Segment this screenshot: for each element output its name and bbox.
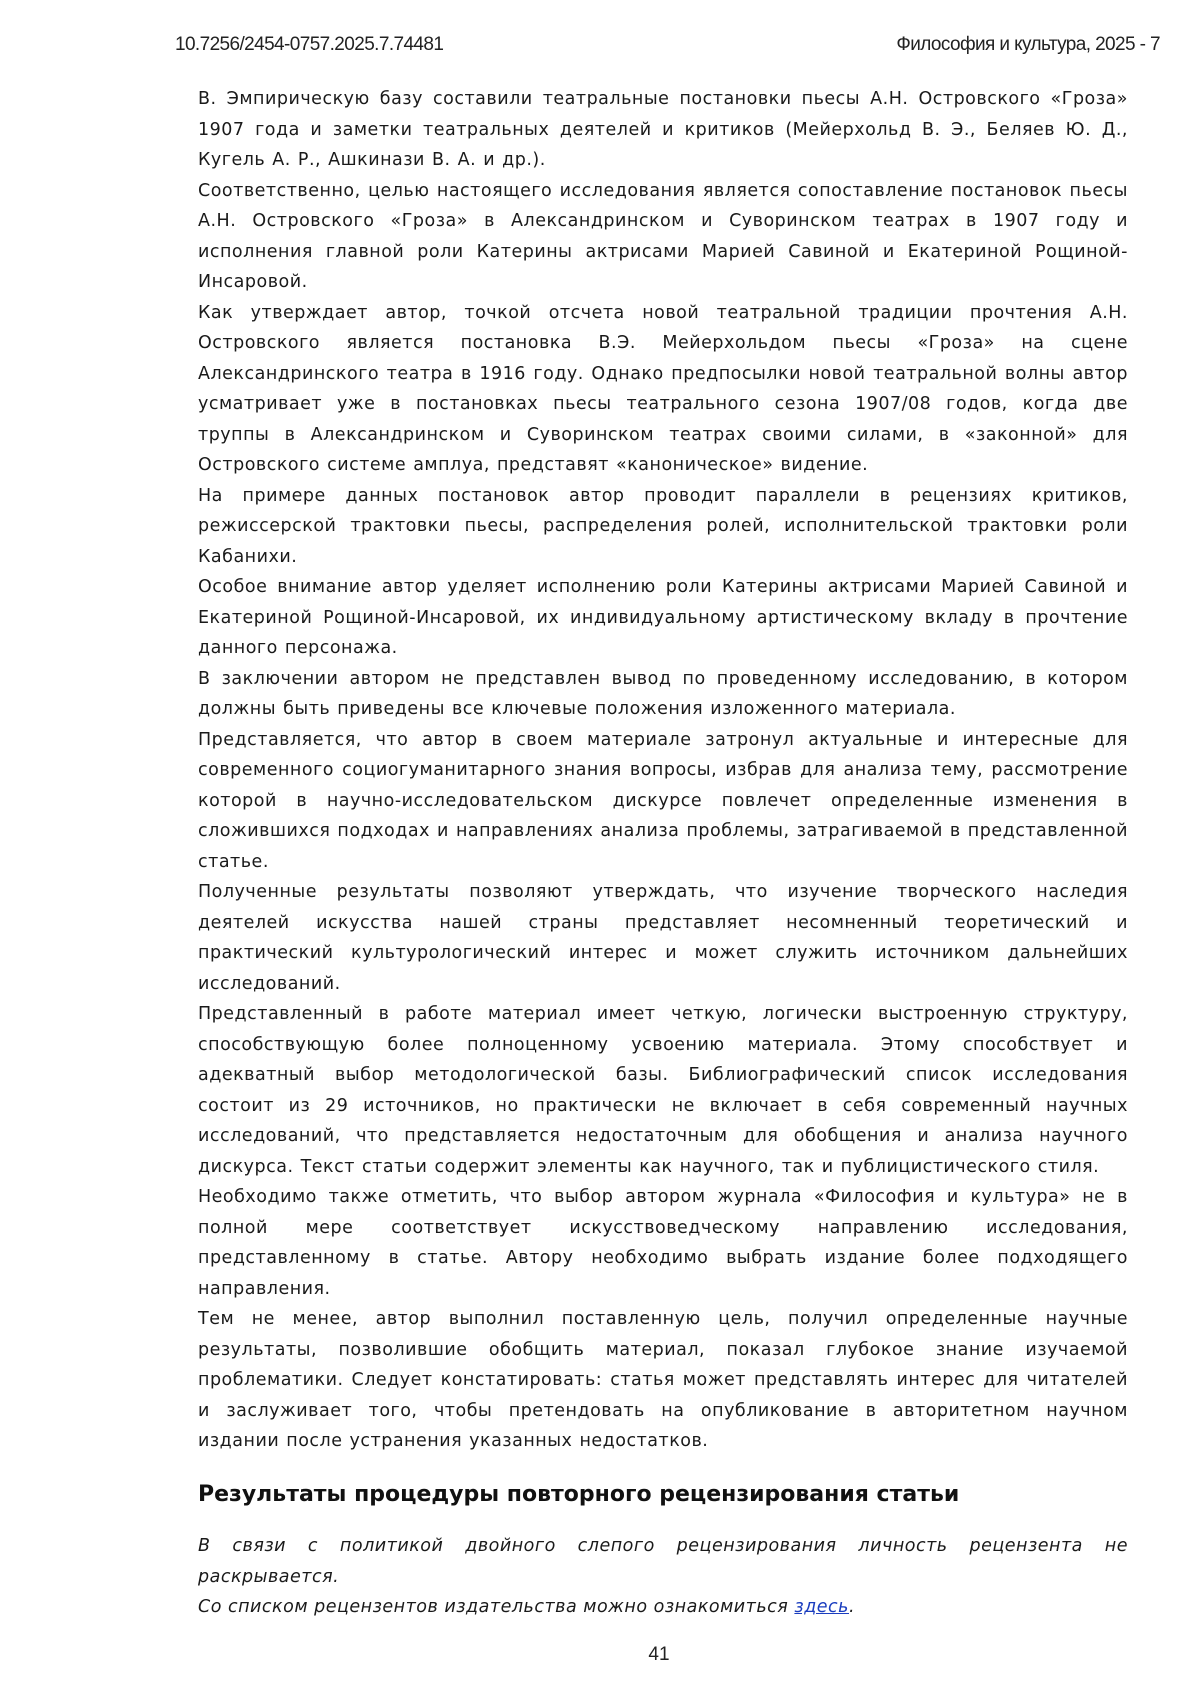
paragraph: В заключении автором не представлен вывод по проведенному исследованию, в котором должны быть приведены все ключевые положения изложенного материала. xyxy=(198,664,1128,725)
page-number: 41 xyxy=(0,1644,1200,1666)
reviewers-list-note xyxy=(198,1592,1128,1623)
doi-label: 10.7256/2454-0757.2025.7.74481 xyxy=(175,34,443,56)
paragraph: Соответственно, целью настоящего исследования является сопоставление постановок пьесы А.Н. Островского «Гроза» в Александринском и Суворинском театрах в 1907 году и исполнения главной роли Катерины актрисами Марией Савиной и Екатериной Рощиной-Инсаровой. xyxy=(198,176,1128,298)
paragraph: Тем не менее, автор выполнил поставленную цель, получил определенные научные результаты, позволившие обобщить материал, показал глубокое знание изучаемой проблематики. Следует констатировать: статья может представлять интерес для читателей и заслуживает того, чтобы претендовать на опубликование в авторитетном научном издании после устранения указанных недостатков. xyxy=(198,1304,1128,1457)
anonymity-note: В связи с политикой двойного слепого рецензирования личность рецензента не раскрывается. xyxy=(198,1531,1128,1592)
paragraph: Представляется, что автор в своем материале затронул актуальные и интересные для современного социогуманитарного знания вопросы, избрав для анализа тему, рассмотрение которой в научно-исследовательском дискурсе повлечет определенные изменения в сложившихся подходах и направлениях анализа проблемы, затрагиваемой в представленной статье. xyxy=(198,725,1128,878)
reviewers-list-link[interactable]: здесь xyxy=(794,1597,849,1617)
paragraph: Представленный в работе материал имеет четкую, логически выстроенную структуру, способствующую более полноценному усвоению материала. Этому способствует и адекватный выбор методологической базы. Библиографический список исследования состоит из 29 источников, но практически не включает в себя современный научных исследований, что представляется недостаточным для обобщения и анализа научного дискурса. Текст статьи содержит элементы как научного, так и публицистического стиля. xyxy=(198,999,1128,1182)
paragraph: Как утверждает автор, точкой отсчета новой театральной традиции прочтения А.Н. Островского является постановка В.Э. Мейерхольдом пьесы «Гроза» на сцене Александринского театра в 1916 году. Однако предпосылки новой театральной волны автор усматривает уже в постановках пьесы театрального сезона 1907/08 годов, когда две труппы в Александринском и Суворинском театрах своими силами, в «законной» для Островского системе амплуа, представят «каноническое» видение. xyxy=(198,298,1128,481)
paragraph: Полученные результаты позволяют утверждать, что изучение творческого наследия деятелей искусства нашей страны представляет несомненный теоретический и практический культурологический интерес и может служить источником дальнейших исследований. xyxy=(198,877,1128,999)
journal-issue-label: Философия и культура, 2025 - 7 xyxy=(896,34,1160,56)
section-title: Результаты процедуры повторного рецензирования статьи xyxy=(198,1482,1128,1507)
reviewers-note-end: . xyxy=(849,1597,855,1617)
paragraph: Необходимо также отметить, что выбор автором журнала «Философия и культура» не в полной мере соответствует искусствоведческому направлению исследования, представленному в статье. Автору необходимо выбрать издание более подходящего направления. xyxy=(198,1182,1128,1304)
review-body xyxy=(198,84,1128,1457)
review-note xyxy=(198,1531,1128,1623)
page-header xyxy=(175,34,1160,62)
paragraph: На примере данных постановок автор проводит параллели в рецензиях критиков, режиссерской трактовки пьесы, распределения ролей, исполнительской трактовки роли Кабанихи. xyxy=(198,481,1128,573)
paragraph: Особое внимание автор уделяет исполнению роли Катерины актрисами Марией Савиной и Екатериной Рощиной-Инсаровой, их индивидуальному артистическому вкладу в прочтение данного персонажа. xyxy=(198,572,1128,664)
paragraph: В. Эмпирическую базу составили театральные постановки пьесы А.Н. Островского «Гроза» 1907 года и заметки театральных деятелей и критиков (Мейерхольд В. Э., Беляев Ю. Д., Кугель А. Р., Ашкинази В. А. и др.). xyxy=(198,84,1128,176)
reviewers-note-text: Со списком рецензентов издательства можно ознакомиться xyxy=(198,1597,794,1617)
